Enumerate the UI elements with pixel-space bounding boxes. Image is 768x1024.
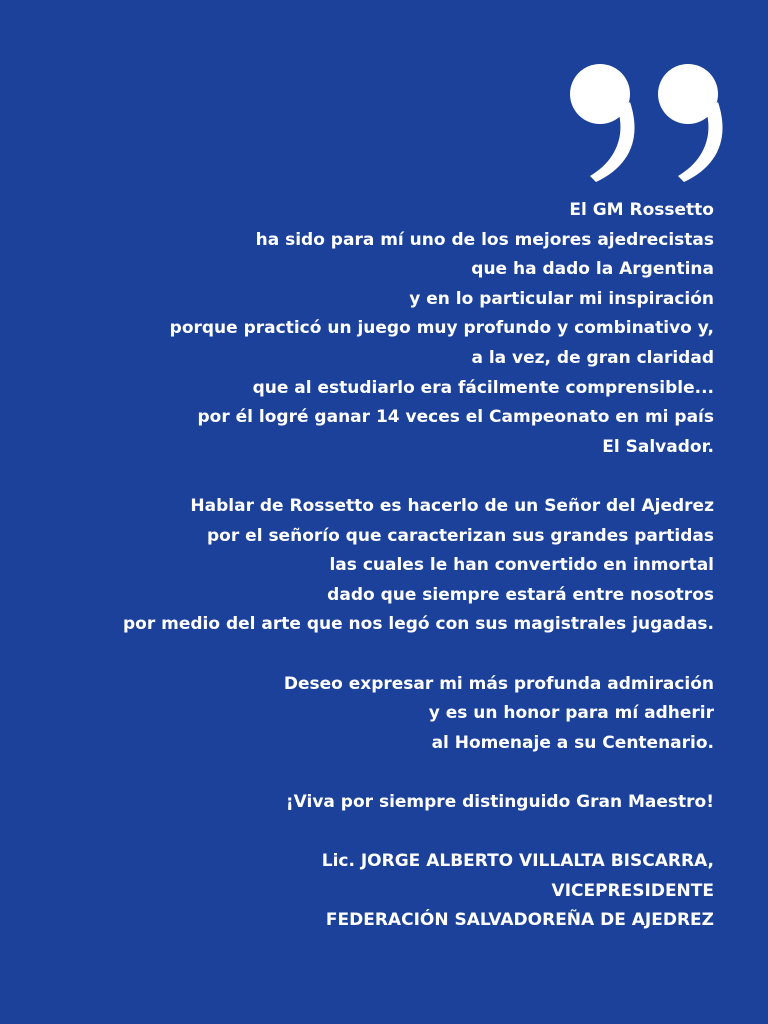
quote-line: y es un honor para mí adherir <box>428 703 714 724</box>
quote-line: El GM Rossetto <box>569 200 714 220</box>
quote-paragraph <box>34 847 714 936</box>
quote-paragraph <box>34 788 714 818</box>
quote-line: por el señorío que caracterizan sus grandes partidas <box>207 525 714 546</box>
quote-line: Hablar de Rossetto es hacerlo de un Señor del Ajedrez <box>190 495 714 516</box>
quote-paragraph <box>34 670 714 759</box>
quote-paragraph <box>34 196 714 462</box>
quote-line: que al estudiarlo era fácilmente comprensible... <box>252 377 714 398</box>
quote-line: que ha dado la Argentina <box>471 259 714 280</box>
quote-line: Deseo expresar mi más profunda admiración <box>283 673 714 694</box>
quote-line: VICEPRESIDENTE <box>551 880 714 901</box>
quote-line: dado que siempre estará entre nosotros <box>327 584 714 605</box>
quote-line: al Homenaje a su Centenario. <box>431 732 714 753</box>
quote-line: FEDERACIÓN SALVADOREÑA DE AJEDREZ <box>325 910 714 931</box>
quote-line: ¡Viva por siempre distinguido Gran Maestro! <box>285 791 714 812</box>
quote-line: Lic. JORGE ALBERTO VILLALTA BISCARRA, <box>321 851 714 872</box>
quote-paragraph <box>34 492 714 640</box>
quote-text <box>34 196 714 965</box>
quote-line: porque practicó un juego muy profundo y combinativo y, <box>169 318 714 339</box>
quote-line: y en lo particular mi inspiración <box>409 288 714 309</box>
quote-line: El Salvador. <box>602 436 714 457</box>
quote-line: por él logré ganar 14 veces el Campeonato en mi país <box>197 407 714 428</box>
closing-quote-icon <box>560 54 730 184</box>
quote-line: por medio del arte que nos legó con sus magistrales jugadas. <box>122 614 714 635</box>
quote-line: las cuales le han convertido en inmortal <box>329 555 714 576</box>
quote-line: ha sido para mí uno de los mejores ajedrecistas <box>255 229 714 250</box>
quote-line: a la vez, de gran claridad <box>471 347 714 368</box>
